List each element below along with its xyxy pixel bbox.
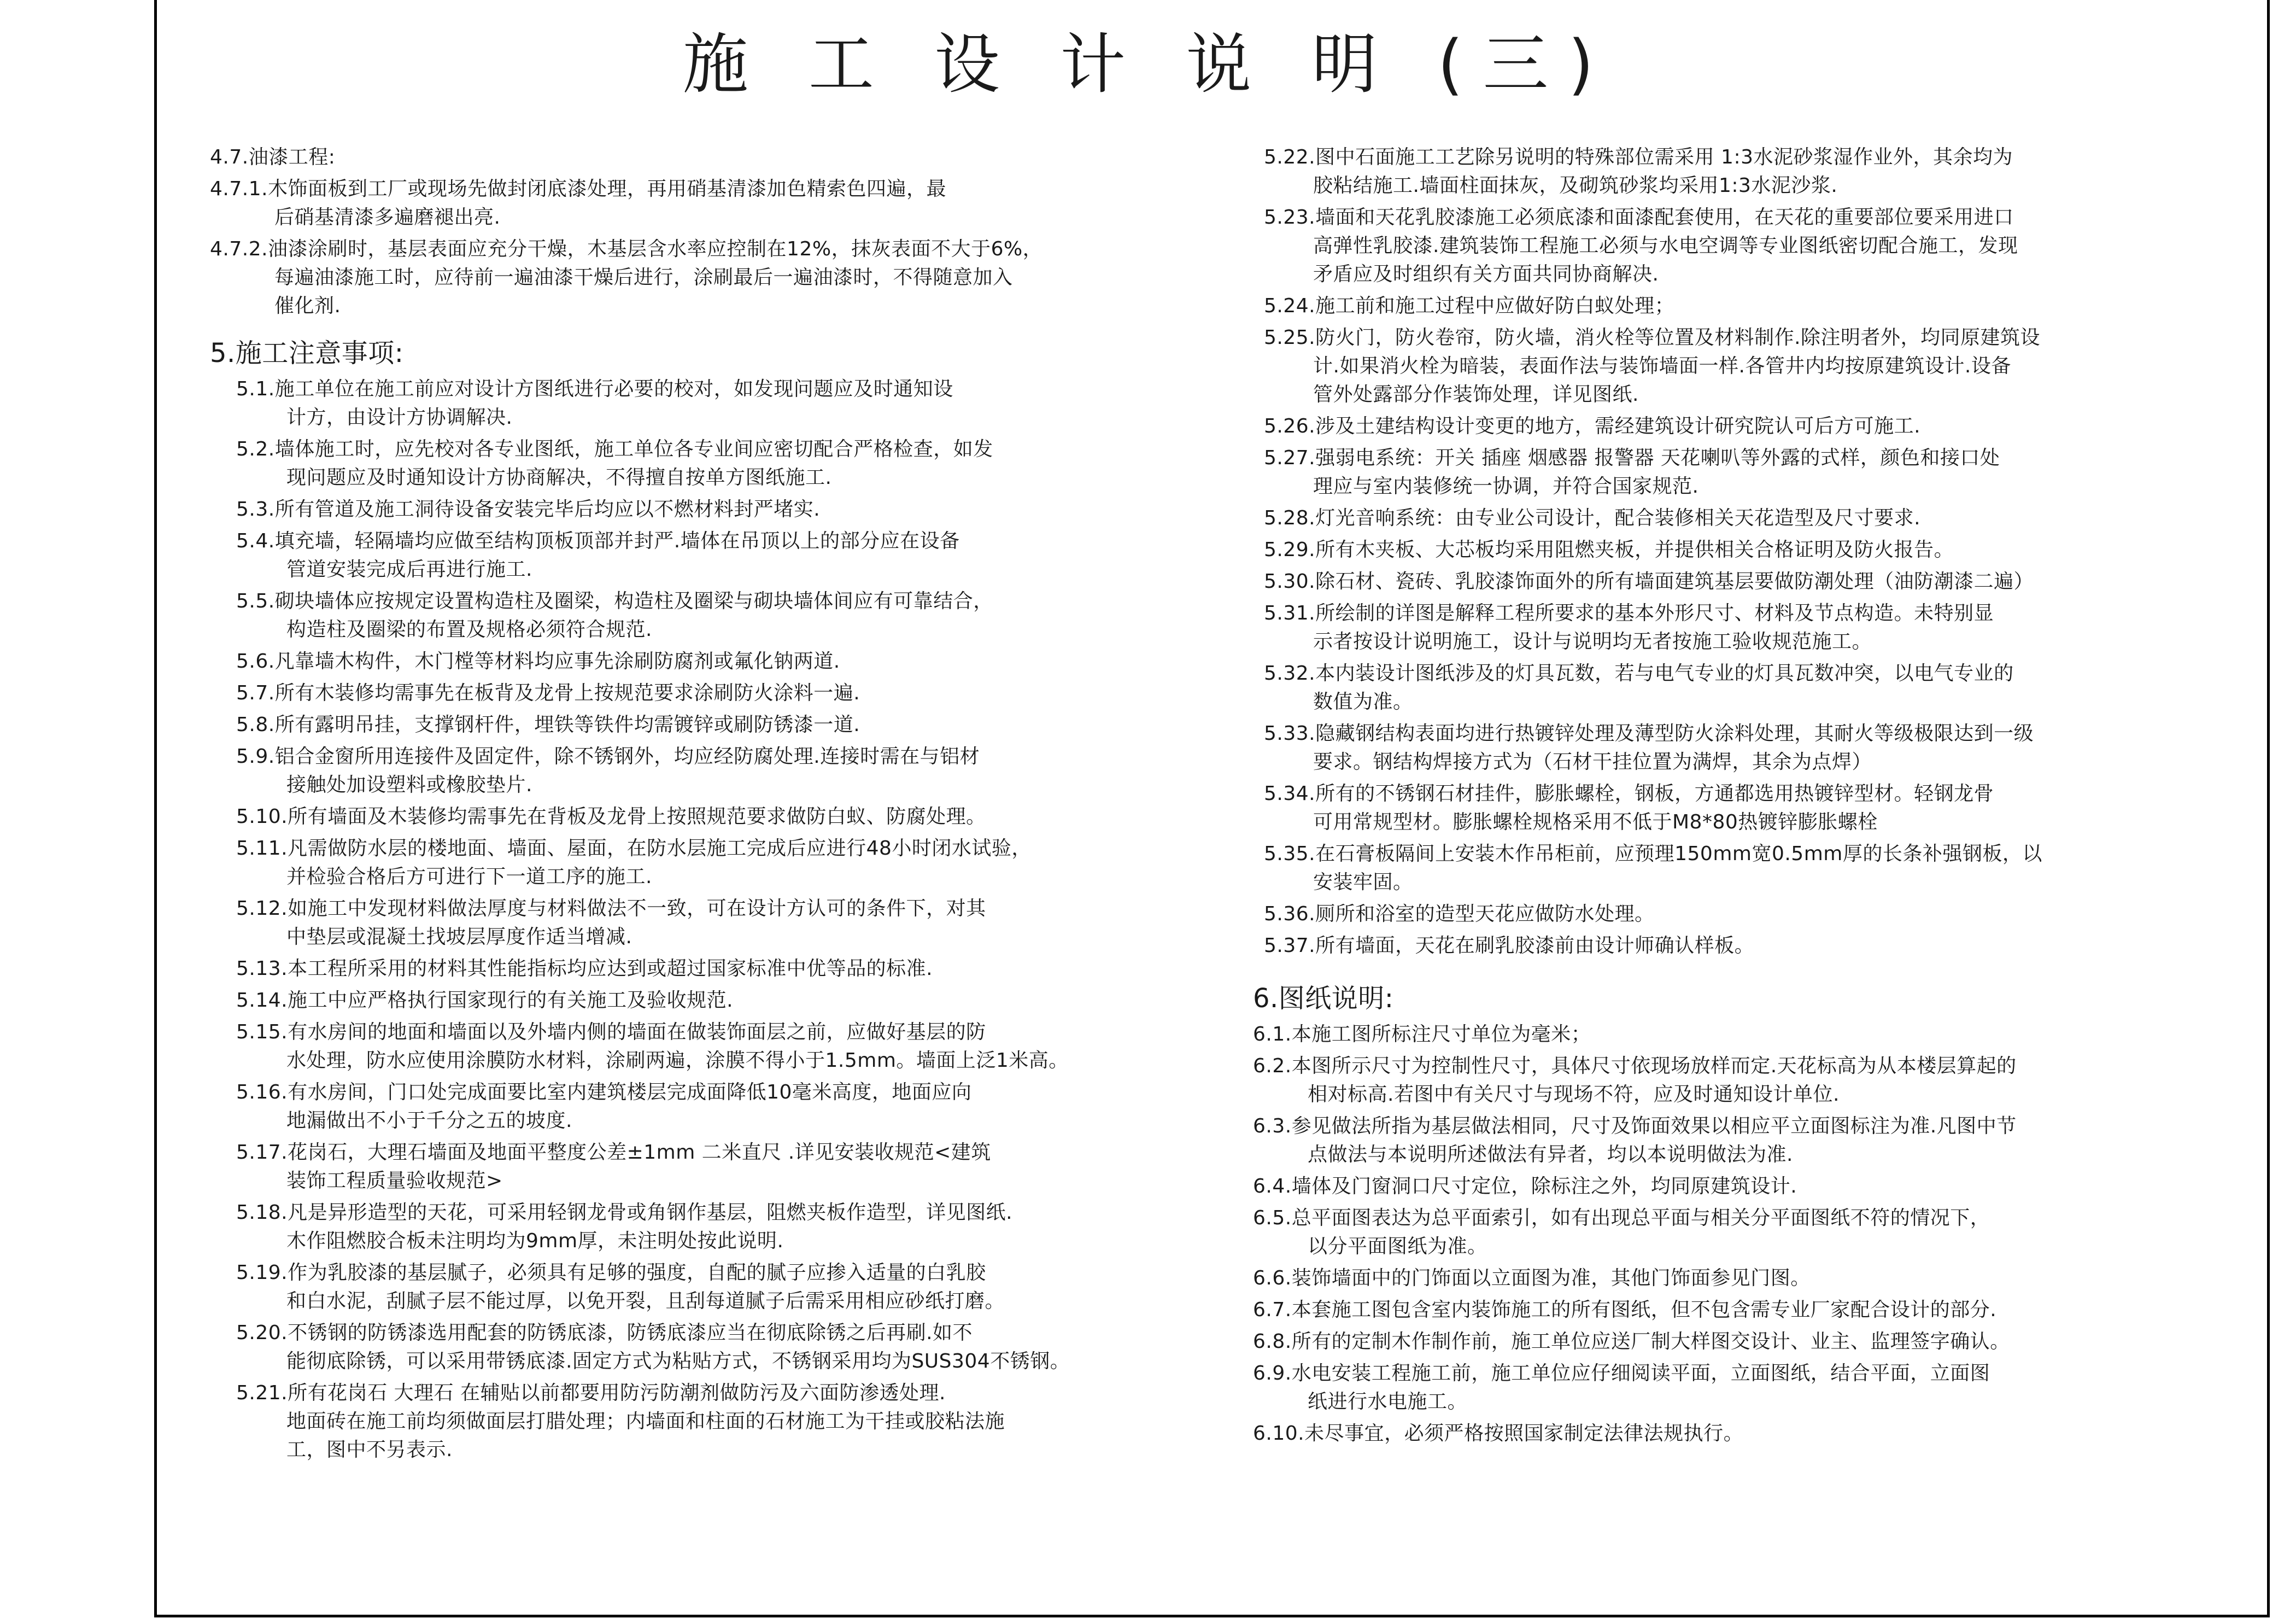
clause-first-line (210, 1319, 1112, 1347)
clause-text: 填充墙，轻隔墙均应做至结构顶板顶部并封严.墙体在吊顶以上的部分应在设备 (274, 530, 960, 552)
clause-continuation-line: 高弹性乳胶漆.建筑装饰工程施工必须与水电空调等专业图纸密切配合施工，发现 (1313, 235, 2018, 257)
right-column (1253, 143, 2106, 1451)
clause-item (1253, 292, 2106, 320)
clause-item (210, 986, 1112, 1015)
clause-first-line (210, 1138, 1112, 1167)
clause-text: 总平面图表达为总平面索引，如有出现总平面与相关分平面图纸不符的情况下， (1291, 1207, 1990, 1229)
clause-first-line (1253, 568, 2106, 596)
clause-continuation-line: 现问题应及时通知设计方协商解决，不得擅自按单方图纸施工. (286, 466, 832, 489)
clause-number: 5.21. (236, 1382, 288, 1404)
clause-text: 施工中应严格执行国家现行的有关施工及验收规范. (288, 989, 734, 1012)
clause-continuation-line: 和白水泥，刮腻子层不能过厚，以免开裂，且刮每道腻子后需采用相应砂纸打磨。 (286, 1290, 1005, 1312)
clause-item (1253, 1172, 2106, 1201)
clause-item (1253, 932, 2106, 960)
clause-first-line (1253, 932, 2106, 960)
clause-text: 作为乳胶漆的基层腻子，必须具有足够的强度，自配的腻子应掺入适量的白乳胶 (288, 1261, 986, 1284)
section-5-continued-list (1253, 143, 2106, 960)
clause-item (210, 527, 1112, 584)
clause-continuation-line: 纸进行水电施工。 (1308, 1391, 1468, 1413)
clause-item (1253, 1052, 2106, 1109)
clause-first-line (210, 955, 1112, 983)
clause-text: 水电安装工程施工前，施工单位应仔细阅读平面，立面图纸，结合平面，立面图 (1291, 1362, 1990, 1385)
clause-item (210, 1259, 1112, 1316)
clause-item (210, 803, 1112, 831)
clause-first-line (210, 495, 1112, 524)
clause-number: 5.37. (1264, 934, 1316, 957)
clause-continuation-line: 矛盾应及时组织有关方面共同协商解决. (1313, 263, 1659, 285)
clause-first-line (1253, 1112, 2106, 1141)
clause-item (210, 435, 1112, 492)
clause-text: 本内装设计图纸涉及的灯具瓦数，若与电气专业的灯具瓦数冲突，以电气专业的 (1315, 662, 2014, 685)
clause-text: 凡是异形造型的天花，可采用轻钢龙骨或角钢作基层，阻燃夹板作造型，详见图纸. (288, 1201, 1013, 1224)
clause-item (210, 955, 1112, 983)
clause-text: 有水房间的地面和墙面以及外墙内侧的墙面在做装饰面层之前，应做好基层的防 (288, 1021, 986, 1043)
clause-item (1253, 1204, 2106, 1261)
clause-continuation-line: 构造柱及圈梁的布置及规格必须符合规范. (286, 618, 652, 641)
clause-text: 涉及土建结构设计变更的地方，需经建筑设计研究院认可后方可施工. (1315, 415, 1921, 437)
clause-item (210, 1018, 1112, 1075)
clause-number: 6.4. (1253, 1175, 1292, 1197)
clause-item (1253, 324, 2106, 409)
clause-first-line (210, 803, 1112, 831)
clause-text: 油漆工程: (248, 146, 336, 168)
clause-first-line (1253, 659, 2106, 688)
clause-number: 5.15. (236, 1021, 288, 1043)
clause-item (1253, 659, 2106, 716)
clause-continuation-line: 每遍油漆施工时，应待前一遍油漆干燥后进行，涂刷最后一遍油漆时，不得随意加入 (274, 266, 1013, 289)
clause-text: 墙体施工时，应先校对各专业图纸，施工单位各专业间应密切配合严格检查，如发 (274, 438, 993, 460)
clause-item (1253, 720, 2106, 776)
clause-number: 5.28. (1264, 507, 1316, 529)
clause-first-line (1253, 900, 2106, 928)
clause-first-line (1253, 599, 2106, 628)
clause-continuation-line: 计方，由设计方协调解决. (286, 406, 513, 429)
clause-first-line (1253, 504, 2106, 533)
clause-item (210, 679, 1112, 708)
clause-number: 5.8. (236, 714, 275, 736)
clause-text: 如施工中发现材料做法厚度与材料做法不一致，可在设计方认可的条件下，对其 (288, 897, 986, 920)
clause-item (1253, 143, 2106, 200)
clause-text: 所绘制的详图是解释工程所要求的基本外形尺寸、材料及节点构造。未特别显 (1315, 602, 1994, 624)
clause-number: 4.7. (210, 146, 249, 168)
clause-text: 不锈钢的防锈漆选用配套的防锈底漆，防锈底漆应当在彻底除锈之后再刷.如不 (288, 1322, 973, 1344)
clause-first-line (210, 647, 1112, 676)
clause-first-line (210, 743, 1112, 771)
clause-item (210, 711, 1112, 739)
clause-text: 本图所示尺寸为控制性尺寸，具体尺寸依现场放样而定.天花标高为从本楼层算起的 (1291, 1055, 2017, 1077)
clause-number: 5.18. (236, 1201, 288, 1224)
clause-item (210, 1319, 1112, 1376)
clause-text: 墙体及门窗洞口尺寸定位，除标注之外，均同原建筑设计. (1291, 1175, 1797, 1197)
clause-first-line (210, 1259, 1112, 1287)
clause-number: 5.27. (1264, 447, 1316, 469)
clause-continuation-line: 并检验合格后方可进行下一道工序的施工. (286, 866, 652, 888)
clause-first-line (1253, 720, 2106, 748)
clause-number: 6.7. (1253, 1299, 1292, 1321)
clause-number: 5.31. (1264, 602, 1316, 624)
clause-continuation-line: 能彻底除锈，可以采用带锈底漆.固定方式为粘贴方式，不锈钢采用均为SUS304不锈钢。 (286, 1350, 1070, 1372)
clause-text: 本套施工图包含室内装饰施工的所有图纸，但不包含需专业厂家配合设计的部分. (1291, 1299, 1997, 1321)
clause-item (1253, 568, 2106, 596)
clause-first-line (210, 143, 1112, 172)
clause-first-line (210, 1199, 1112, 1227)
clause-item (1253, 1020, 2106, 1049)
clause-text: 所有木装修均需事先在板背及龙骨上按规范要求涂刷防火涂料一遍. (274, 682, 860, 704)
section-6-list (1253, 1020, 2106, 1448)
clause-text: 所有墙面及木装修均需事先在背板及龙骨上按照规范要求做防白蚁、防腐处理。 (288, 805, 986, 828)
clause-number: 5.1. (236, 378, 275, 400)
clause-text: 本工程所采用的材料其性能指标均应达到或超过国家标准中优等品的标准. (288, 957, 933, 980)
clause-number: 6.2. (1253, 1055, 1292, 1077)
clause-number: 5.24. (1264, 295, 1316, 317)
clause-item (1253, 536, 2106, 564)
clause-number: 5.23. (1264, 206, 1316, 229)
section-5-list (210, 375, 1112, 1464)
clause-first-line (1253, 412, 2106, 441)
clause-first-line (1253, 1328, 2106, 1356)
clause-number: 5.19. (236, 1261, 288, 1284)
clause-number: 5.33. (1264, 722, 1316, 745)
clause-first-line (210, 375, 1112, 404)
clause-continuation-line: 接触处加设塑料或橡胶垫片. (286, 774, 532, 796)
clause-text: 所有管道及施工洞待设备安装完毕后均应以不燃材料封严堵实. (274, 498, 821, 521)
clause-number: 5.12. (236, 897, 288, 920)
clause-item (210, 647, 1112, 676)
clause-item (210, 1138, 1112, 1195)
clause-number: 4.7.1. (210, 178, 268, 200)
clause-continuation-line: 中垫层或混凝土找坡层厚度作适当增减. (286, 926, 632, 948)
clause-text: 施工前和施工过程中应做好防白蚁处理； (1315, 295, 1675, 317)
clause-number: 5.7. (236, 682, 275, 704)
clause-number: 6.6. (1253, 1267, 1292, 1289)
clause-number: 5.26. (1264, 415, 1316, 437)
clause-first-line (1253, 444, 2106, 472)
clause-continuation-line: 可用常规型材。膨胀螺栓规格采用不低于M8*80热镀锌膨胀螺栓 (1313, 811, 1878, 833)
clause-first-line (210, 527, 1112, 556)
clause-text: 凡靠墙木构件，木门樘等材料均应事先涂刷防腐剂或氟化钠两道. (274, 650, 840, 673)
clause-continuation-line: 装饰工程质量验收规范> (286, 1170, 503, 1192)
clause-item (1253, 1296, 2106, 1324)
page-title: 施 工 设 计 说 明 (三) (682, 27, 1614, 103)
clause-continuation-line: 木作阻燃胶合板未注明均为9mm厚，未注明处按此说明. (286, 1230, 784, 1252)
clause-first-line (1253, 1296, 2106, 1324)
clause-text: 图中石面施工工艺除另说明的特殊部位需采用 1:3水泥砂浆湿作业外，其余均为 (1315, 146, 2013, 168)
clause-item (1253, 444, 2106, 501)
clause-continuation-line: 安装牢固。 (1313, 871, 1413, 893)
clause-first-line (210, 986, 1112, 1015)
clause-continuation-line: 地漏做出不小于千分之五的坡度. (286, 1109, 572, 1132)
clause-continuation-line: 胶粘结施工.墙面柱面抹灰，及砌筑砂浆均采用1:3水泥沙浆. (1313, 174, 1838, 197)
clause-item (1253, 1359, 2106, 1416)
clause-first-line (1253, 292, 2106, 320)
clause-text: 强弱电系统：开关 插座 烟感器 报警器 天花喇叭等外露的式样，颜色和接口处 (1315, 447, 2000, 469)
clause-first-line (1253, 1204, 2106, 1232)
clause-text: 砌块墙体应按规定设置构造柱及圈梁，构造柱及圈梁与砌块墙体间应有可靠结合， (274, 590, 993, 612)
clause-first-line (210, 1078, 1112, 1107)
clause-first-line (210, 895, 1112, 923)
clause-text: 防火门，防火卷帘，防火墙，消火栓等位置及材料制作.除注明者外，均同原建筑设 (1315, 326, 2041, 349)
clause-text: 有水房间，门口处完成面要比室内建筑楼层完成面降低10毫米高度，地面应向 (288, 1081, 972, 1103)
clause-item (210, 175, 1112, 232)
clause-text: 凡需做防水层的楼地面、墙面、屋面，在防水层施工完成后应进行48小时闭水试验， (288, 837, 1032, 860)
clause-continuation-line: 后硝基清漆多遍磨褪出亮. (274, 206, 501, 229)
clause-number: 5.30. (1264, 570, 1316, 593)
clause-number: 5.10. (236, 805, 288, 828)
clause-text: 所有的不锈钢石材挂件，膨胀螺栓，钢板，方通都选用热镀锌型材。轻钢龙骨 (1315, 782, 1994, 805)
clause-continuation-line: 地面砖在施工前均须做面层打腊处理；内墙面和柱面的石材施工为干挂或胶粘法施 (286, 1410, 1005, 1433)
clause-number: 6.1. (1253, 1023, 1292, 1045)
clause-text: 灯光音响系统：由专业公司设计，配合装修相关天花造型及尺寸要求. (1315, 507, 1921, 529)
clause-text: 所有墙面，天花在刷乳胶漆前由设计师确认样板。 (1315, 934, 1755, 957)
clause-number: 5.14. (236, 989, 288, 1012)
clause-item (1253, 504, 2106, 533)
clause-first-line (210, 1018, 1112, 1047)
left-column (210, 143, 1112, 1468)
clause-continuation-line: 要求。钢结构焊接方式为（石材干挂位置为满焊，其余为点焊） (1313, 751, 1872, 773)
clause-first-line (1253, 780, 2106, 808)
clause-first-line (1253, 324, 2106, 352)
clause-item (1253, 1328, 2106, 1356)
clause-item (1253, 1264, 2106, 1293)
clause-number: 5.35. (1264, 843, 1316, 865)
clause-item (210, 743, 1112, 799)
section-6-heading: 6.图纸说明: (1253, 983, 1394, 1014)
clause-first-line (1253, 1172, 2106, 1201)
clause-first-line (1253, 1020, 2106, 1049)
clause-continuation-line: 示者按设计说明施工，设计与说明均无者按施工验收规范施工。 (1313, 630, 1872, 653)
section-4-7 (210, 143, 1112, 320)
clause-continuation-line: 理应与室内装修统一协调，并符合国家规范. (1313, 475, 1699, 498)
clause-number: 5.29. (1264, 539, 1316, 561)
clause-number: 6.3. (1253, 1115, 1292, 1137)
clause-number: 5.5. (236, 590, 275, 612)
clause-first-line (210, 679, 1112, 708)
clause-item (1253, 203, 2106, 289)
clause-continuation-line: 数值为准。 (1313, 691, 1413, 713)
clause-continuation-line: 以分平面图纸为准。 (1308, 1235, 1487, 1258)
clause-first-line (210, 587, 1112, 616)
clause-first-line (1253, 1052, 2106, 1080)
clause-first-line (1253, 143, 2106, 172)
clause-number: 5.11. (236, 837, 288, 860)
clause-continuation-line: 相对标高.若图中有关尺寸与现场不符，应及时通知设计单位. (1308, 1083, 1840, 1106)
clause-text: 所有的定制木作制作前，施工单位应送厂制大样图交设计、业主、监理签字确认。 (1291, 1330, 2010, 1353)
clause-first-line (210, 175, 1112, 203)
clause-number: 5.16. (236, 1081, 288, 1103)
clause-text: 厕所和浴室的造型天花应做防水处理。 (1315, 903, 1655, 925)
clause-number: 5.36. (1264, 903, 1316, 925)
clause-first-line (1253, 203, 2106, 232)
clause-number: 5.17. (236, 1141, 288, 1164)
clause-item (210, 235, 1112, 320)
clause-text: 所有露明吊挂，支撑钢杆件，埋铁等铁件均需镀锌或刷防锈漆一道. (274, 714, 860, 736)
clause-number: 5.2. (236, 438, 275, 460)
clause-item (1253, 840, 2106, 897)
clause-text: 所有木夹板、大芯板均采用阻燃夹板，并提供相关合格证明及防火报告。 (1315, 539, 1954, 561)
clause-item (1253, 1419, 2106, 1448)
clause-first-line (210, 435, 1112, 464)
clause-continuation-line: 水处理，防水应使用涂膜防水材料，涂刷两遍，涂膜不得小于1.5mm。墙面上泛1米高。 (286, 1049, 1069, 1072)
section-5-heading: 5.施工注意事项: (210, 338, 404, 369)
clause-first-line (1253, 1359, 2106, 1388)
clause-item (210, 375, 1112, 432)
clause-continuation-line: 工，图中不另表示. (286, 1439, 453, 1461)
clause-continuation-line: 管道安装完成后再进行施工. (286, 558, 532, 581)
clause-first-line (210, 711, 1112, 739)
clause-number: 5.4. (236, 530, 275, 552)
clause-item (1253, 412, 2106, 441)
clause-number: 5.9. (236, 745, 275, 768)
clause-first-line (1253, 840, 2106, 868)
clause-text: 木饰面板到工厂或现场先做封闭底漆处理，再用硝基清漆加色精索色四遍，最 (268, 178, 947, 200)
clause-first-line (1253, 1419, 2106, 1448)
clause-text: 铝合金窗所用连接件及固定件，除不锈钢外，均应经防腐处理.连接时需在与铝材 (274, 745, 980, 768)
clause-text: 隐藏钢结构表面均进行热镀锌处理及薄型防火涂料处理，其耐火等级极限达到一级 (1315, 722, 2034, 745)
clause-text: 本施工图所标注尺寸单位为毫米； (1291, 1023, 1591, 1045)
clause-item (210, 587, 1112, 644)
clause-number: 5.22. (1264, 146, 1316, 168)
clause-number: 5.32. (1264, 662, 1316, 685)
clause-item (210, 143, 1112, 172)
clause-item (210, 1078, 1112, 1135)
clause-continuation-line: 催化剂. (274, 295, 341, 317)
clause-text: 施工单位在施工前应对设计方图纸进行必要的校对，如发现问题应及时通知设 (274, 378, 953, 400)
clause-item (210, 1379, 1112, 1464)
clause-item (210, 1199, 1112, 1255)
clause-number: 5.6. (236, 650, 275, 673)
clause-continuation-line: 点做法与本说明所述做法有异者，均以本说明做法为准. (1308, 1143, 1793, 1166)
clause-number: 5.25. (1264, 326, 1316, 349)
clause-number: 5.3. (236, 498, 275, 521)
clause-text: 在石膏板隔间上安装木作吊柜前，应预理150mm宽0.5mm厚的长条补强钢板，以 (1315, 843, 2042, 865)
clause-item (1253, 900, 2106, 928)
clause-number: 6.8. (1253, 1330, 1292, 1353)
clause-number: 5.20. (236, 1322, 288, 1344)
clause-item (1253, 780, 2106, 837)
clause-first-line (210, 235, 1112, 264)
clause-number: 6.9. (1253, 1362, 1292, 1385)
clause-first-line (210, 834, 1112, 863)
clause-item (210, 895, 1112, 951)
clause-number: 5.34. (1264, 782, 1316, 805)
clause-first-line (210, 1379, 1112, 1407)
clause-text: 油漆涂刷时，基层表面应充分干燥，木基层含水率应控制在12%，抹灰表面不大于6%， (268, 238, 1043, 260)
clause-number: 4.7.2. (210, 238, 268, 260)
clause-text: 所有花岗石 大理石 在辅贴以前都要用防污防潮剂做防污及六面防渗透处理. (288, 1382, 946, 1404)
clause-first-line (1253, 1264, 2106, 1293)
clause-first-line (1253, 536, 2106, 564)
clause-text: 花岗石，大理石墙面及地面平整度公差±1mm 二米直尺 .详见安装收规范<建筑 (288, 1141, 991, 1164)
clause-text: 参见做法所指为基层做法相同，尺寸及饰面效果以相应平立面图标注为准.凡图中节 (1291, 1115, 2017, 1137)
clause-number: 6.5. (1253, 1207, 1292, 1229)
clause-text: 墙面和天花乳胶漆施工必须底漆和面漆配套使用，在天花的重要部位要采用进口 (1315, 206, 2014, 229)
clause-text: 未尽事宜，必须严格按照国家制定法律法规执行。 (1304, 1422, 1744, 1445)
clause-item (210, 495, 1112, 524)
clause-continuation-line: 计.如果消火栓为暗装，表面作法与装饰墙面一样.各管井内均按原建筑设计.设备 (1313, 355, 2011, 377)
clause-item (210, 834, 1112, 891)
clause-item (1253, 1112, 2106, 1169)
clause-number: 5.13. (236, 957, 288, 980)
clause-item (1253, 599, 2106, 656)
clause-continuation-line: 管外处露部分作装饰处理，详见图纸. (1313, 383, 1639, 406)
clause-number: 6.10. (1253, 1422, 1305, 1445)
clause-text: 装饰墙面中的门饰面以立面图为准，其他门饰面参见门图。 (1291, 1267, 1811, 1289)
clause-text: 除石材、瓷砖、乳胶漆饰面外的所有墙面建筑基层要做防潮处理（油防潮漆二遍） (1315, 570, 2034, 593)
